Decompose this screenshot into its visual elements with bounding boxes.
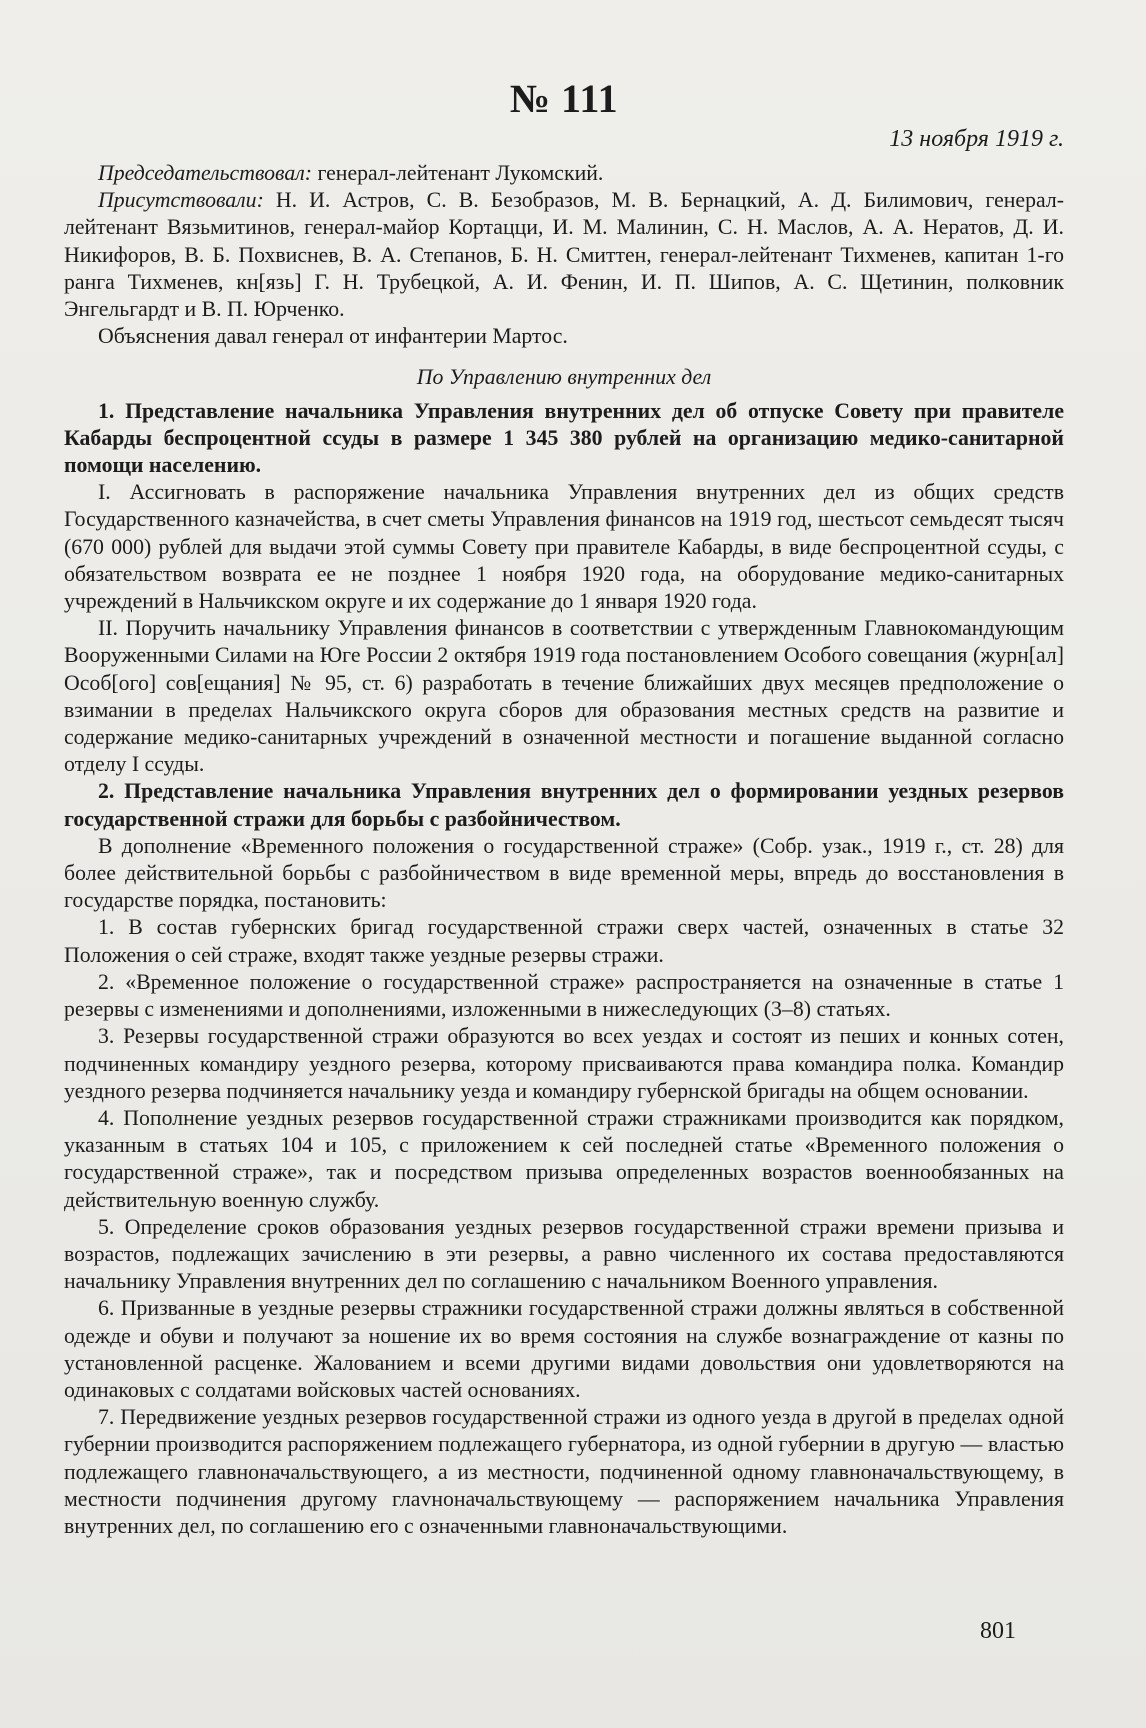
- document-date: 13 ноября 1919 г.: [889, 126, 1064, 152]
- explanations-line: Объяснения давал генерал от инфантерии Мартос.: [98, 324, 568, 349]
- chair-label: Председательствовал:: [98, 161, 312, 185]
- page-number: 801: [980, 1618, 1016, 1644]
- chair-name: генерал-лейтенант Лукомский.: [312, 161, 604, 185]
- document-body: [64, 76, 1064, 1540]
- item-2-point-3: 3. Резервы государственной стражи образуются во всех уездах и состоят из пеших и конных сотен, подчиненных командиру уездного резерва, которому присваиваются права командира полка. Командир уездного резерва подчиняется начальнику уезда и командиру губернской бригады на общем основании.: [64, 1024, 1064, 1103]
- item-2-point-6: 6. Призванные в уездные резервы стражники государственной стражи должны являться в собственной одежде и обуви и получают за ношение их во время состояния на службе вознаграждение от казны по установленной расценке. Жалованием и всеми другими видами довольствия они удовлетворяются на одинаковых с солдатами войсковых частей основаниях.: [64, 1296, 1064, 1402]
- item-2-title: 2. Представление начальника Управления внутренних дел о формировании уездных резервов государственной стражи для борьбы с разбойничеством.: [64, 779, 1064, 831]
- item-2-point-5: 5. Определение сроков образования уездных резервов государственной стражи времени призыва и возрастов, подлежащих зачислению в эти резервы, а равно численного их состава предоставляются начальнику Управления внутренних дел по соглашению с начальником Военного управления.: [64, 1214, 1064, 1294]
- item-1-paragraph-1: I. Ассигновать в распоряжение начальника Управления внутренних дел из общих средств Государственного казначейства, в счет сметы Управления финансов на 1919 год, шестьсот семьдесят тысяч (670 000) рублей для выдачи этой суммы Совету при правителе Кабарды, в виде беспроцентной ссуды, с обязательством возврата ее не позднее 1 ноября 1920 года, на оборудование медико-санитарных учреждений в Нальчикском округе и их содержание до 1 января 1920 года.: [64, 480, 1064, 614]
- item-2-point-4: 4. Пополнение уездных резервов государственной стражи стражниками производится как порядком, указанным в статьях 104 и 105, с приложением к сей последней статье «Временного положения о государственной страже», так и посредством призыва определенных возрастов военнообязанных на действительную военную службу.: [64, 1105, 1064, 1212]
- document-number: № 111: [509, 76, 619, 121]
- item-2-point-1: 1. В состав губернских бригад государственной стражи сверх частей, означенных в статье 32 Положения о сей страже, входят также уездные резервы стражи.: [64, 915, 1064, 967]
- present-names: Н. И. Астров, С. В. Безобразов, М. В. Бернацкий, А. Д. Билимович, генерал-лейтенант Вязьмитинов, генерал-майор Кортацци, И. М. Малинин, С. Н. Маслов, А. А. Нератов, Д. И. Никифоров, В. Б. Похвиснев, В. А. Степанов, Б. Н. Смиттен, генерал-лейтенант Тихменев, капитан 1-го ранга Тихменев, кн[язь] Г. Н. Трубецкой, А. И. Фенин, И. П. Шипов, А. С. Щетинин, полковник Энгельгардт и В. П. Юрченко.: [64, 188, 1064, 322]
- item-2-point-7: 7. Передвижение уездных резервов государственной стражи из одного уезда в другой в пределах одной губернии производится распоряжением подлежащего губернатора, из одной губернии в другую — властью подлежащего главноначальствующего, а из местности, подчиненной одному главноначальствующему, в местности подчинения другому глаvноначальствующему — распоряжением начальника Управления внутренних дел, по соглашению его с означенными главноначальствующими.: [64, 1405, 1064, 1538]
- present-line: [64, 187, 1064, 323]
- section-title: По Управлению внутренних дел: [416, 365, 712, 390]
- item-2-intro: В дополнение «Временного положения о государственной страже» (Собр. узак., 1919 г., ст. 28) для более действительной борьбы с разбойничеством в виде временной меры, впредь до восстановления в государстве порядка, постановить:: [64, 833, 1064, 913]
- present-label: Присутствовали:: [98, 188, 264, 213]
- item-1-title: 1. Представление начальника Управления внутренних дел об отпуске Совету при правителе Кабарды беспроцентной ссуды в размере 1 345 380 рублей на организацию медико-санитарной помощи населению.: [64, 398, 1064, 478]
- item-1-paragraph-2: II. Поручить начальнику Управления финансов в соответствии с утвержденным Главнокомандующим Вооруженными Силами на Юге России 2 октября 1919 года постановлением Особого совещания (журн[ал] Особ[ого] сов[ещания] № 95, ст. 6) разработать в течение ближайших двух месяцев предположение о взимании в пределах Нальчикского округа сборов для образования местных средств на развитие и содержание медико-санитарных учреждений в означенной местности и погашение выданной согласно отделу I ссуды.: [64, 616, 1064, 777]
- chair-line: [64, 160, 1064, 187]
- item-2-point-2: 2. «Временное положение о государственной страже» распространяется на означенные в статье 1 резервы с изменениями и дополнениями, изложенными в нижеследующих (3–8) статьях.: [64, 969, 1064, 1022]
